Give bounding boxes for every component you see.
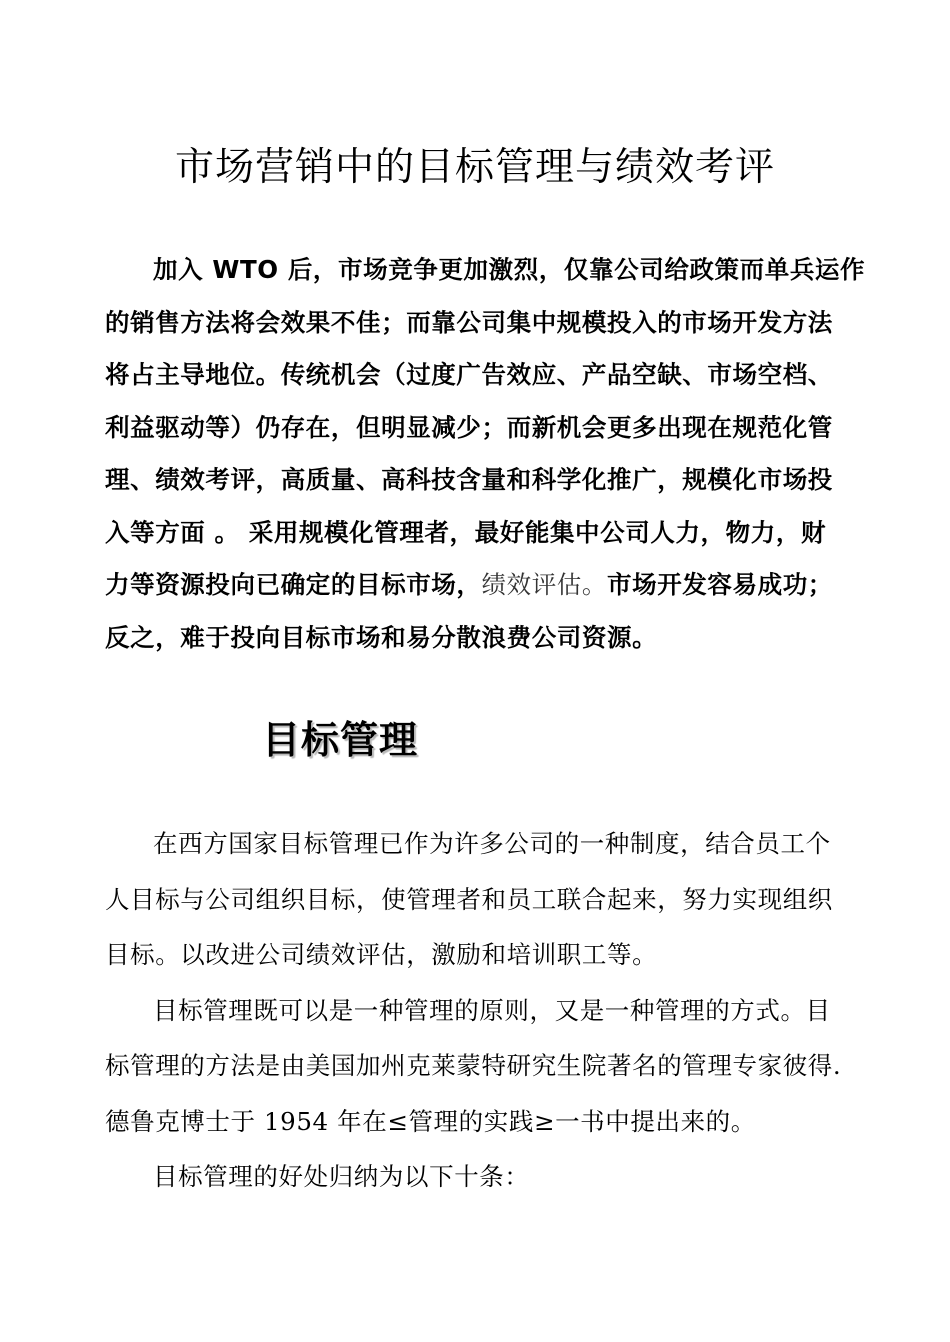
text-run: 力等资源投向已确定的目标市场， xyxy=(105,570,482,599)
intro-paragraph xyxy=(105,244,865,664)
paragraph-line: 的销售方法将会效果不佳；而靠公司集中规模投入的市场开发方法 xyxy=(105,307,833,337)
document-title: 市场营销中的目标管理与绩效考评 xyxy=(174,145,775,190)
paragraph-line: 反之，难于投向目标市场和易分散浪费公司资源。 xyxy=(105,622,658,652)
paragraph-line: 德鲁克博士于 1954 年在≤管理的实践≥一书中提出来的。 xyxy=(105,1106,756,1136)
paragraph-line: 加入 WTO 后，市场竞争更加激烈，仅靠公司给政策而单兵运作 xyxy=(153,255,866,284)
text-run-normal-weight: 绩效评估。 xyxy=(481,570,607,599)
paragraph-line: 人目标与公司组织目标，使管理者和员工联合起来，努力实现组织 xyxy=(105,884,833,914)
text-run: 市场开发容易成功； xyxy=(607,570,833,599)
paragraph-line: 入等方面 。 采用规模化管理者，最好能集中公司人力，物力，财 xyxy=(105,517,827,547)
paragraph-line: 目标管理的好处归纳为以下十条： xyxy=(153,1162,530,1191)
body-paragraphs xyxy=(105,816,865,1205)
paragraph-line: 在西方国家目标管理已作为许多公司的一种制度，结合员工个 xyxy=(153,829,831,858)
paragraph-line: 将占主导地位。传统机会（过度广告效应、产品空缺、市场空档、 xyxy=(105,360,833,389)
paragraph-line: 目标。以改进公司绩效评估，激励和培训职工等。 xyxy=(105,940,658,969)
paragraph-line: 标管理的方法是由美国加州克莱蒙特研究生院著名的管理专家彼得. xyxy=(105,1051,842,1080)
paragraph-line xyxy=(105,559,865,612)
paragraph-line: 利益驱动等）仍存在，但明显减少；而新机会更多出现在规范化管 xyxy=(105,412,833,442)
section-heading: 目标管理 xyxy=(262,718,419,762)
paragraph-line: 理、绩效考评，高质量、高科技含量和科学化推广，规模化市场投 xyxy=(105,465,833,494)
paragraph-line: 目标管理既可以是一种管理的原则，又是一种管理的方式。目 xyxy=(153,995,831,1025)
